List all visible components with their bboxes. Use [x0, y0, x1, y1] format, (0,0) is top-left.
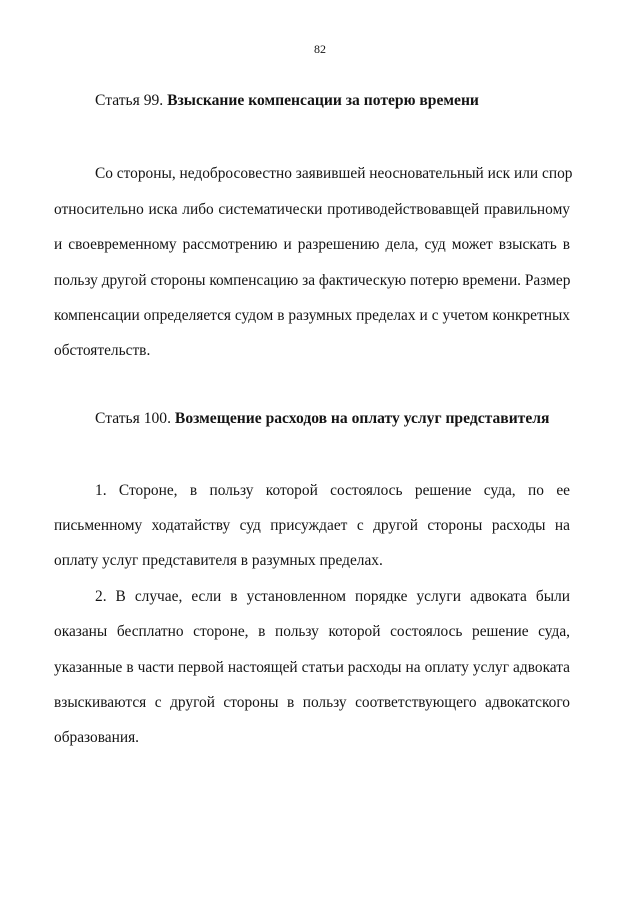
paragraph-line: письменному ходатайству суд присуждает с другой стороны расходы на — [54, 517, 570, 534]
article-99-label: Статья 99. — [95, 92, 164, 109]
paragraph-line: и своевременному рассмотрению и разрешению дела, суд может взыскать в — [54, 236, 570, 253]
paragraph-line: 1. Стороне, в пользу которой состоялось решение суда, по ее — [95, 482, 570, 499]
paragraph-line: 2. В случае, если в установленном порядке услуги адвоката были — [95, 588, 570, 605]
paragraph-line: пользу другой стороны компенсацию за фактическую потерю времени. Размер — [54, 272, 571, 289]
article-99-title: Взыскание компенсации за потерю времени — [167, 92, 479, 109]
paragraph-line: компенсации определяется судом в разумных пределах и с учетом конкретных — [54, 307, 570, 324]
paragraph-line: образования. — [54, 729, 140, 746]
paragraph-line: относительно иска либо систематически противодействовавщей правильному — [54, 201, 570, 218]
paragraph-line: оплату услуг представителя в разумных пределах. — [54, 552, 383, 569]
page-number: 82 — [314, 42, 326, 56]
paragraph-line: взыскиваются с другой стороны в пользу соответствующего адвокатского — [54, 694, 570, 711]
article-100-label: Статья 100. — [95, 410, 172, 427]
article-100-heading — [95, 410, 549, 428]
paragraph-line: указанные в части первой настоящей статьи расходы на оплату услуг адвоката — [54, 659, 570, 676]
article-99-heading — [95, 92, 479, 110]
article-100-title: Возмещение расходов на оплату услуг представителя — [174, 410, 550, 427]
paragraph-line: обстоятельств. — [54, 342, 151, 359]
paragraph-line: Со стороны, недобросовестно заявившей неосновательный иск или спор — [95, 165, 573, 182]
paragraph-line: оказаны бесплатно стороне, в пользу которой состоялось решение суда, — [54, 623, 570, 640]
